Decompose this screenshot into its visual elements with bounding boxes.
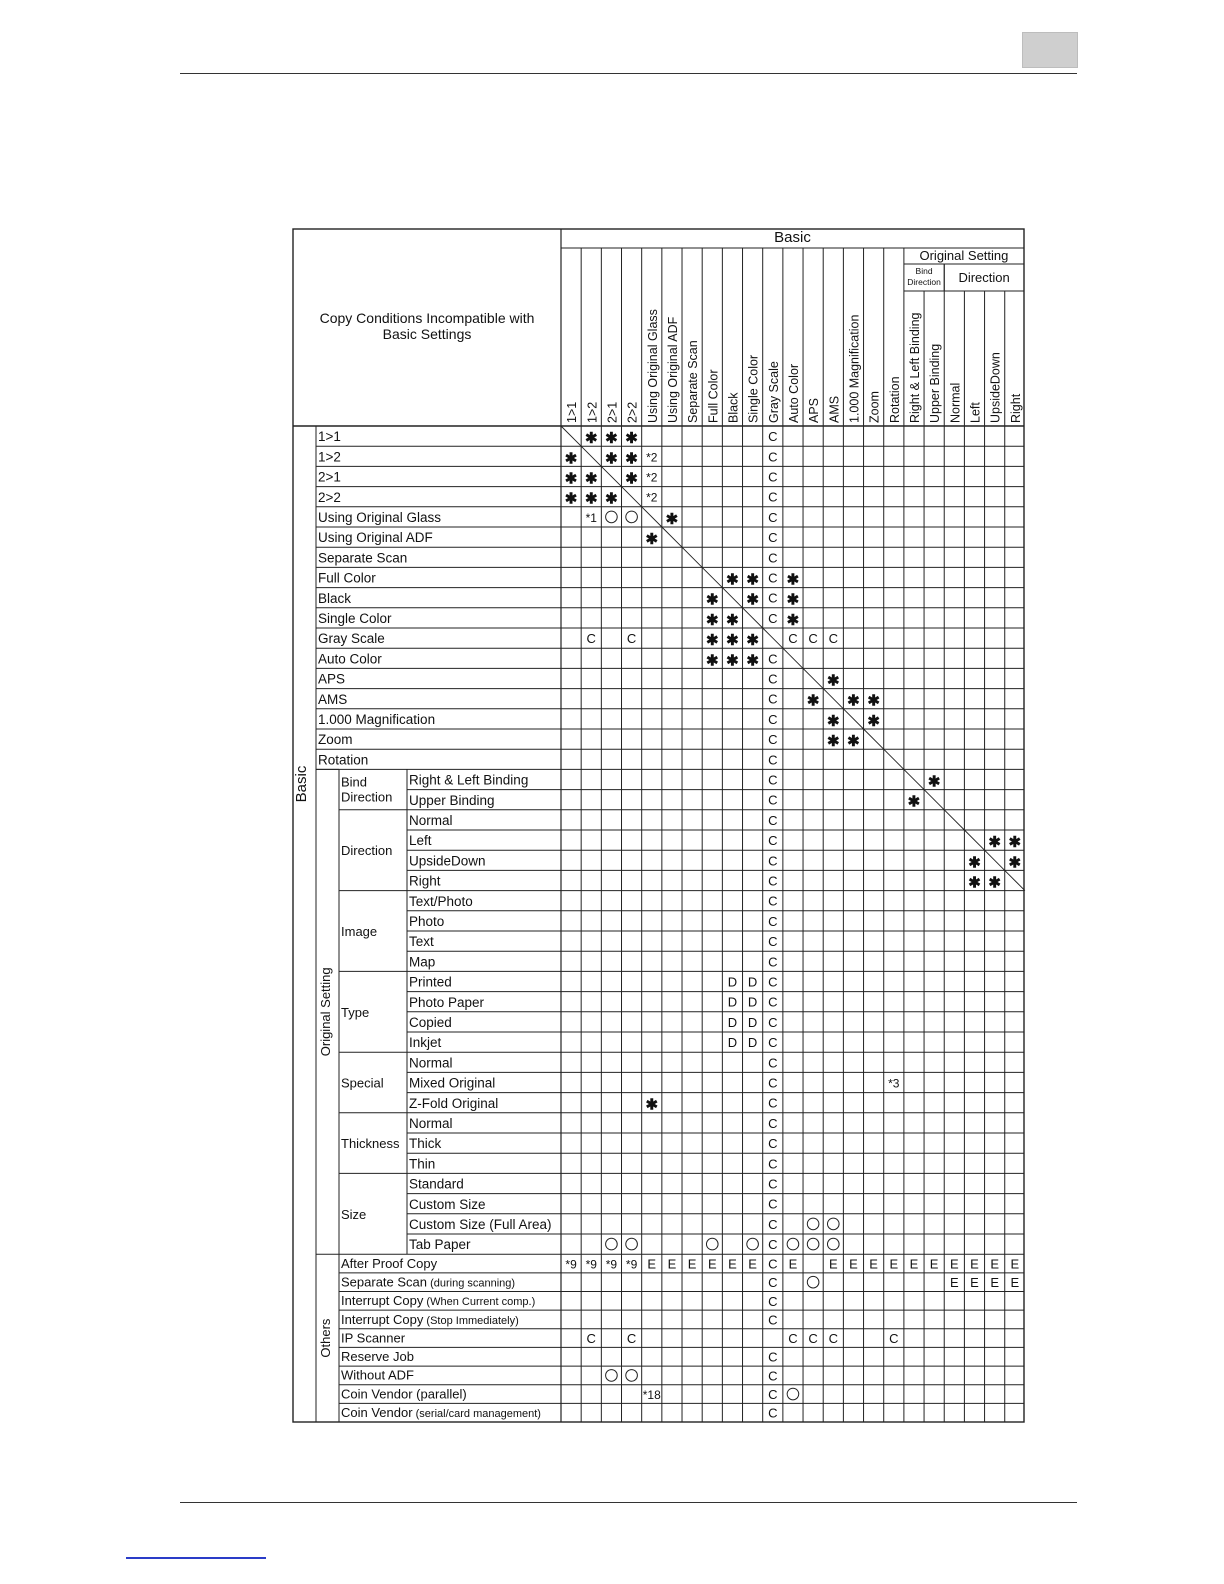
incompatible-mark: ✱ bbox=[867, 692, 880, 710]
circle-mark bbox=[606, 1238, 618, 1250]
cell-mark: D bbox=[727, 1014, 738, 1030]
cell-mark: C bbox=[768, 610, 778, 626]
cell-mark: E bbox=[990, 1275, 999, 1291]
cell-mark: C bbox=[768, 913, 778, 929]
table-title-line-1: Copy Conditions Incompatible with bbox=[319, 310, 535, 326]
row-label-note: (serial/card management) bbox=[412, 1408, 541, 1420]
incompatible-mark: ✱ bbox=[625, 450, 638, 468]
circle-mark bbox=[626, 1238, 638, 1250]
row-label: Upper Binding bbox=[409, 792, 495, 808]
diagonal-mark bbox=[924, 790, 944, 810]
cell-mark: C bbox=[768, 691, 778, 707]
diagonal-mark bbox=[622, 487, 642, 507]
cell-mark: *2 bbox=[646, 490, 658, 505]
row-label: Thin bbox=[409, 1156, 436, 1172]
incompatible-mark: ✱ bbox=[705, 611, 719, 629]
row-label: AMS bbox=[318, 691, 348, 707]
row-label: Reserve Job bbox=[341, 1349, 414, 1365]
circle-mark bbox=[626, 511, 638, 523]
cell-mark: C bbox=[768, 1196, 778, 1212]
cell-mark: C bbox=[768, 1055, 778, 1071]
cell-mark: C bbox=[768, 1115, 778, 1131]
group-label-direction: Direction bbox=[341, 789, 393, 805]
column-header-aps: APS bbox=[807, 397, 822, 423]
incompatible-mark: ✱ bbox=[786, 611, 800, 629]
cell-mark: C bbox=[768, 1405, 778, 1421]
incompatible-mark: ✱ bbox=[584, 430, 598, 448]
cell-mark: E bbox=[949, 1275, 959, 1291]
cell-mark: C bbox=[768, 1368, 778, 1384]
circle-mark bbox=[747, 1238, 759, 1250]
row-label: Map bbox=[409, 954, 436, 970]
cell-mark: C bbox=[768, 651, 778, 667]
cell-mark: C bbox=[768, 812, 778, 828]
side-label-others: Others bbox=[318, 1318, 333, 1358]
incompatible-mark: ✱ bbox=[746, 591, 759, 609]
cell-mark: E bbox=[687, 1256, 697, 1272]
column-header-using-original-adf: Using Original ADF bbox=[665, 316, 680, 423]
cell-mark: C bbox=[768, 1349, 778, 1365]
row-label: 1>1 bbox=[318, 429, 341, 445]
incompatible-mark: ✱ bbox=[968, 874, 981, 892]
row-label: Interrupt Copy (When Current comp.) bbox=[341, 1293, 536, 1309]
cell-mark: C bbox=[768, 489, 778, 505]
incompatible-mark: ✱ bbox=[806, 692, 820, 710]
diagonal-mark bbox=[823, 689, 843, 709]
group-label-size: Size bbox=[341, 1206, 367, 1222]
circle-mark bbox=[827, 1218, 839, 1230]
cell-mark: C bbox=[626, 1331, 637, 1347]
header-direction-small-label: Direction bbox=[907, 277, 941, 287]
row-label: Custom Size bbox=[409, 1196, 486, 1212]
row-label: Left bbox=[409, 833, 432, 849]
cell-mark: C bbox=[768, 449, 778, 465]
row-label: 1>2 bbox=[318, 449, 341, 465]
row-label: Without ADF bbox=[341, 1367, 414, 1383]
cell-mark: C bbox=[768, 1312, 778, 1328]
incompatible-mark: ✱ bbox=[625, 430, 638, 448]
group-label-thickness: Thickness bbox=[341, 1136, 400, 1152]
cell-mark: C bbox=[768, 792, 778, 808]
cell-mark: C bbox=[768, 570, 778, 586]
cell-mark: E bbox=[970, 1275, 979, 1291]
cell-mark: C bbox=[768, 469, 778, 485]
incompatible-mark: ✱ bbox=[746, 632, 759, 650]
incompatible-mark: ✱ bbox=[746, 652, 759, 670]
cell-mark: E bbox=[909, 1256, 919, 1272]
cell-mark: C bbox=[768, 1156, 778, 1172]
cell-mark: C bbox=[768, 772, 778, 788]
cell-mark: E bbox=[788, 1256, 798, 1272]
row-label: Using Original Glass bbox=[318, 510, 442, 525]
diagonal-mark bbox=[642, 507, 662, 527]
diagonal-mark bbox=[803, 668, 823, 688]
row-label: UpsideDown bbox=[409, 853, 486, 869]
cell-mark: *2 bbox=[646, 450, 658, 465]
circle-mark bbox=[606, 1370, 618, 1382]
row-label: After Proof Copy bbox=[341, 1255, 438, 1271]
row-label: Rotation bbox=[318, 752, 369, 768]
incompatible-mark: ✱ bbox=[988, 874, 1001, 892]
cell-mark: E bbox=[1010, 1256, 1020, 1272]
cell-mark: C bbox=[808, 631, 818, 647]
cell-mark: C bbox=[768, 1176, 778, 1192]
row-label: 1.000 Magnification bbox=[318, 712, 436, 727]
circle-mark bbox=[807, 1218, 819, 1230]
cell-mark: C bbox=[768, 893, 778, 909]
row-label: Single Color bbox=[318, 611, 392, 626]
incompatible-mark: ✱ bbox=[645, 531, 659, 549]
row-label: Auto Color bbox=[318, 651, 382, 667]
cell-mark: *9 bbox=[565, 1257, 577, 1272]
table-title-line-2: Basic Settings bbox=[382, 326, 472, 342]
diagonal-mark bbox=[904, 769, 924, 789]
incompatible-mark: ✱ bbox=[705, 591, 719, 609]
row-label-note: (When Current comp.) bbox=[423, 1296, 536, 1309]
incompatible-mark: ✱ bbox=[827, 672, 840, 690]
row-label: Thick bbox=[409, 1136, 442, 1152]
cell-mark: C bbox=[768, 550, 778, 566]
cell-mark: E bbox=[828, 1256, 838, 1272]
cell-mark: C bbox=[768, 1387, 778, 1403]
incompatible-mark: ✱ bbox=[726, 632, 739, 650]
column-header-1-2: 1>2 bbox=[585, 401, 600, 423]
row-label: IP Scanner bbox=[341, 1330, 406, 1346]
cell-mark: C bbox=[768, 974, 778, 990]
column-header-left: Left bbox=[968, 402, 983, 423]
cell-mark: E bbox=[748, 1256, 757, 1272]
incompatible-mark: ✱ bbox=[988, 834, 1001, 852]
cell-mark: E bbox=[1010, 1275, 1020, 1291]
cell-mark: E bbox=[869, 1256, 878, 1272]
row-label: Full Color bbox=[318, 570, 376, 586]
incompatible-mark: ✱ bbox=[726, 611, 739, 629]
cell-mark: C bbox=[768, 994, 778, 1010]
incompatible-mark: ✱ bbox=[564, 490, 578, 508]
cell-mark: C bbox=[768, 590, 778, 606]
cell-mark: E bbox=[889, 1256, 899, 1272]
diagonal-mark bbox=[662, 527, 682, 547]
header-original-setting-label: Original Setting bbox=[919, 248, 1009, 263]
cell-mark: *18 bbox=[642, 1388, 661, 1403]
diagonal-mark bbox=[581, 446, 601, 466]
column-header-upper-binding: Upper Binding bbox=[928, 343, 943, 423]
incompatible-mark: ✱ bbox=[968, 854, 981, 872]
incompatible-mark: ✱ bbox=[584, 470, 598, 488]
column-header-right-left-binding: Right & Left Binding bbox=[907, 312, 922, 423]
row-label: Separate Scan bbox=[318, 550, 408, 566]
row-label: Interrupt Copy (Stop Immediately) bbox=[341, 1311, 519, 1327]
row-label: Copied bbox=[409, 1015, 452, 1030]
cell-mark: C bbox=[768, 1293, 778, 1309]
side-label-basic: Basic bbox=[293, 765, 310, 803]
row-label: Standard bbox=[409, 1176, 464, 1192]
incompatible-mark: ✱ bbox=[827, 733, 840, 751]
row-label: Black bbox=[318, 590, 352, 606]
row-label: Coin Vendor (serial/card management) bbox=[341, 1405, 541, 1420]
incompatible-mark: ✱ bbox=[1008, 834, 1022, 852]
cell-mark: D bbox=[747, 974, 758, 990]
cell-mark: D bbox=[727, 974, 738, 990]
side-label-original-setting: Original Setting bbox=[318, 967, 333, 1057]
circle-mark bbox=[827, 1238, 839, 1250]
row-label: Tab Paper bbox=[409, 1237, 471, 1253]
diagonal-mark bbox=[702, 567, 722, 587]
circle-mark bbox=[807, 1238, 819, 1250]
group-label-image: Image bbox=[341, 924, 378, 939]
diagonal-mark bbox=[964, 830, 984, 850]
cell-mark: E bbox=[849, 1256, 858, 1272]
diagonal-mark bbox=[601, 466, 621, 486]
cell-mark: *1 bbox=[585, 510, 597, 525]
diagonal-mark bbox=[884, 749, 904, 769]
column-header-using-original-glass: Using Original Glass bbox=[645, 309, 660, 423]
cell-mark: C bbox=[768, 853, 778, 869]
circle-mark bbox=[626, 1370, 638, 1382]
cell-mark: C bbox=[768, 1256, 778, 1272]
cell-mark: C bbox=[768, 1014, 778, 1030]
group-label-bind: Bind bbox=[341, 774, 368, 790]
cell-mark: E bbox=[949, 1256, 959, 1272]
cell-mark: E bbox=[707, 1256, 717, 1272]
cell-mark: D bbox=[747, 1035, 758, 1051]
group-label-type: Type bbox=[341, 1004, 370, 1020]
column-header-separate-scan: Separate Scan bbox=[686, 340, 701, 423]
incompatible-mark: ✱ bbox=[726, 652, 739, 670]
cell-mark: C bbox=[768, 752, 778, 768]
diagonal-mark bbox=[864, 729, 884, 749]
incompatible-mark: ✱ bbox=[907, 793, 921, 811]
incompatible-mark: ✱ bbox=[564, 450, 578, 468]
row-label: Normal bbox=[409, 1116, 453, 1131]
incompatible-mark: ✱ bbox=[605, 450, 618, 468]
incompatible-mark: ✱ bbox=[705, 652, 719, 670]
diagonal-mark bbox=[1005, 870, 1025, 890]
diagonal-mark bbox=[944, 810, 964, 830]
row-label: Normal bbox=[409, 813, 453, 828]
incompatible-mark: ✱ bbox=[827, 712, 840, 730]
cell-mark: C bbox=[768, 1275, 778, 1291]
row-label: Photo bbox=[409, 914, 445, 929]
cell-mark: E bbox=[647, 1256, 657, 1272]
row-label: Using Original ADF bbox=[318, 530, 433, 546]
row-label: Mixed Original bbox=[409, 1075, 496, 1091]
row-label: Zoom bbox=[318, 732, 353, 748]
header-basic-label: Basic bbox=[774, 229, 811, 246]
cell-mark: C bbox=[768, 1075, 778, 1091]
incompatible-mark: ✱ bbox=[584, 490, 598, 508]
cell-mark: *9 bbox=[625, 1257, 638, 1272]
cell-mark: E bbox=[990, 1256, 999, 1272]
circle-mark bbox=[807, 1276, 819, 1288]
row-label-note: (during scanning) bbox=[427, 1277, 516, 1290]
column-header-rotation: Rotation bbox=[887, 376, 902, 423]
cell-mark: *9 bbox=[585, 1257, 597, 1272]
diagonal-mark bbox=[843, 709, 863, 729]
incompatible-mark: ✱ bbox=[705, 632, 719, 650]
column-header-2-1: 2>1 bbox=[605, 401, 620, 423]
incompatible-mark: ✱ bbox=[645, 1096, 659, 1114]
cell-mark: C bbox=[768, 671, 778, 687]
row-label: Text bbox=[409, 934, 434, 950]
incompatible-mark: ✱ bbox=[605, 430, 618, 448]
column-header-zoom: Zoom bbox=[867, 391, 882, 423]
diagonal-mark bbox=[985, 850, 1005, 870]
incompatible-mark: ✱ bbox=[786, 591, 800, 609]
footer-link-underline bbox=[126, 1557, 266, 1559]
cell-mark: D bbox=[747, 1014, 758, 1030]
cell-mark: *2 bbox=[646, 470, 658, 485]
diagonal-mark bbox=[783, 648, 803, 668]
incompatible-mark: ✱ bbox=[625, 470, 638, 488]
cell-mark: C bbox=[768, 1035, 778, 1051]
diagonal-mark bbox=[682, 547, 702, 567]
column-header-full-color: Full Color bbox=[706, 369, 721, 423]
circle-mark bbox=[787, 1238, 799, 1250]
cell-mark: C bbox=[768, 732, 778, 748]
row-label: Coin Vendor (parallel) bbox=[341, 1386, 467, 1402]
circle-mark bbox=[787, 1388, 799, 1400]
incompatible-mark: ✱ bbox=[786, 571, 800, 589]
column-header-gray-scale: Gray Scale bbox=[766, 361, 781, 423]
cell-mark: C bbox=[768, 833, 778, 849]
footer-rule bbox=[180, 1502, 1077, 1503]
cell-mark: D bbox=[747, 994, 758, 1010]
diagonal-mark bbox=[743, 608, 763, 628]
column-header-normal: Normal bbox=[948, 382, 963, 423]
column-header-2-2: 2>2 bbox=[625, 401, 640, 423]
incompatible-mark: ✱ bbox=[726, 571, 739, 589]
cell-mark: E bbox=[929, 1256, 939, 1272]
circle-mark bbox=[606, 511, 618, 523]
group-label-direction: Direction bbox=[341, 843, 393, 859]
incompatible-mark: ✱ bbox=[746, 571, 759, 589]
column-header-1-000-magnification: 1.000 Magnification bbox=[847, 314, 862, 423]
header-bind-label: Bind bbox=[915, 266, 933, 276]
cell-mark: C bbox=[768, 509, 778, 525]
cell-mark: *3 bbox=[888, 1076, 900, 1091]
cell-mark: E bbox=[728, 1256, 737, 1272]
row-label: Printed bbox=[409, 974, 452, 990]
diagonal-mark bbox=[561, 426, 581, 446]
incompatible-mark: ✱ bbox=[1008, 854, 1022, 872]
cell-mark: C bbox=[768, 530, 778, 546]
row-label: APS bbox=[318, 671, 346, 687]
circle-mark bbox=[706, 1238, 718, 1250]
row-label: Z-Fold Original bbox=[409, 1095, 499, 1111]
column-header-upsidedown: UpsideDown bbox=[988, 352, 1003, 423]
incompatible-mark: ✱ bbox=[927, 773, 941, 791]
column-header-single-color: Single Color bbox=[746, 354, 761, 423]
column-header-black: Black bbox=[726, 392, 741, 423]
cell-mark: C bbox=[788, 1331, 798, 1347]
header-direction-label: Direction bbox=[958, 270, 1010, 285]
column-header-ams: AMS bbox=[827, 395, 842, 423]
row-label-note: (Stop Immediately) bbox=[423, 1314, 519, 1327]
cell-mark: C bbox=[828, 631, 838, 647]
incompatible-mark: ✱ bbox=[847, 733, 860, 751]
cell-mark: D bbox=[727, 1035, 738, 1051]
cell-mark: E bbox=[970, 1256, 979, 1272]
row-label: Separate Scan (during scanning) bbox=[341, 1274, 516, 1290]
diagonal-mark bbox=[763, 628, 783, 648]
incompatible-mark: ✱ bbox=[665, 510, 679, 528]
cell-mark: *9 bbox=[605, 1257, 618, 1272]
row-label: Right bbox=[409, 873, 441, 889]
cell-mark: E bbox=[667, 1256, 677, 1272]
row-label: 2>2 bbox=[318, 489, 341, 505]
row-label: Normal bbox=[409, 1055, 453, 1071]
cell-mark: C bbox=[768, 1237, 778, 1253]
incompatible-mark: ✱ bbox=[867, 712, 880, 730]
cell-mark: C bbox=[808, 1331, 818, 1347]
cell-mark: C bbox=[768, 711, 778, 727]
column-header-auto-color: Auto Color bbox=[786, 363, 801, 423]
row-label: Right & Left Binding bbox=[409, 772, 529, 788]
cell-mark: C bbox=[788, 631, 798, 647]
cell-mark: C bbox=[768, 954, 778, 970]
cell-mark: D bbox=[727, 994, 738, 1010]
cell-mark: C bbox=[768, 934, 778, 950]
incompatible-mark: ✱ bbox=[564, 470, 578, 488]
column-header-right: Right bbox=[1008, 393, 1023, 423]
cell-mark: C bbox=[586, 631, 596, 647]
row-label: Photo Paper bbox=[409, 994, 485, 1010]
column-header-1-1: 1>1 bbox=[565, 401, 580, 423]
group-label-special: Special bbox=[341, 1075, 384, 1091]
incompatible-mark: ✱ bbox=[605, 490, 618, 508]
cell-mark: C bbox=[889, 1331, 899, 1347]
row-label: Custom Size (Full Area) bbox=[409, 1217, 552, 1232]
row-label: Gray Scale bbox=[318, 631, 385, 647]
cell-mark: C bbox=[768, 873, 778, 889]
cell-mark: C bbox=[586, 1331, 596, 1347]
cell-mark: C bbox=[828, 1331, 838, 1347]
cell-mark: C bbox=[626, 631, 637, 647]
incompatible-mark: ✱ bbox=[847, 692, 860, 710]
cell-mark: C bbox=[768, 1216, 778, 1232]
row-label: Text/Photo bbox=[409, 893, 473, 909]
cell-mark: C bbox=[768, 1095, 778, 1111]
diagonal-mark bbox=[722, 588, 742, 608]
row-label: 2>1 bbox=[318, 469, 341, 485]
cell-mark: C bbox=[768, 1136, 778, 1152]
row-label: Inkjet bbox=[409, 1035, 442, 1051]
cell-mark: C bbox=[768, 429, 778, 445]
